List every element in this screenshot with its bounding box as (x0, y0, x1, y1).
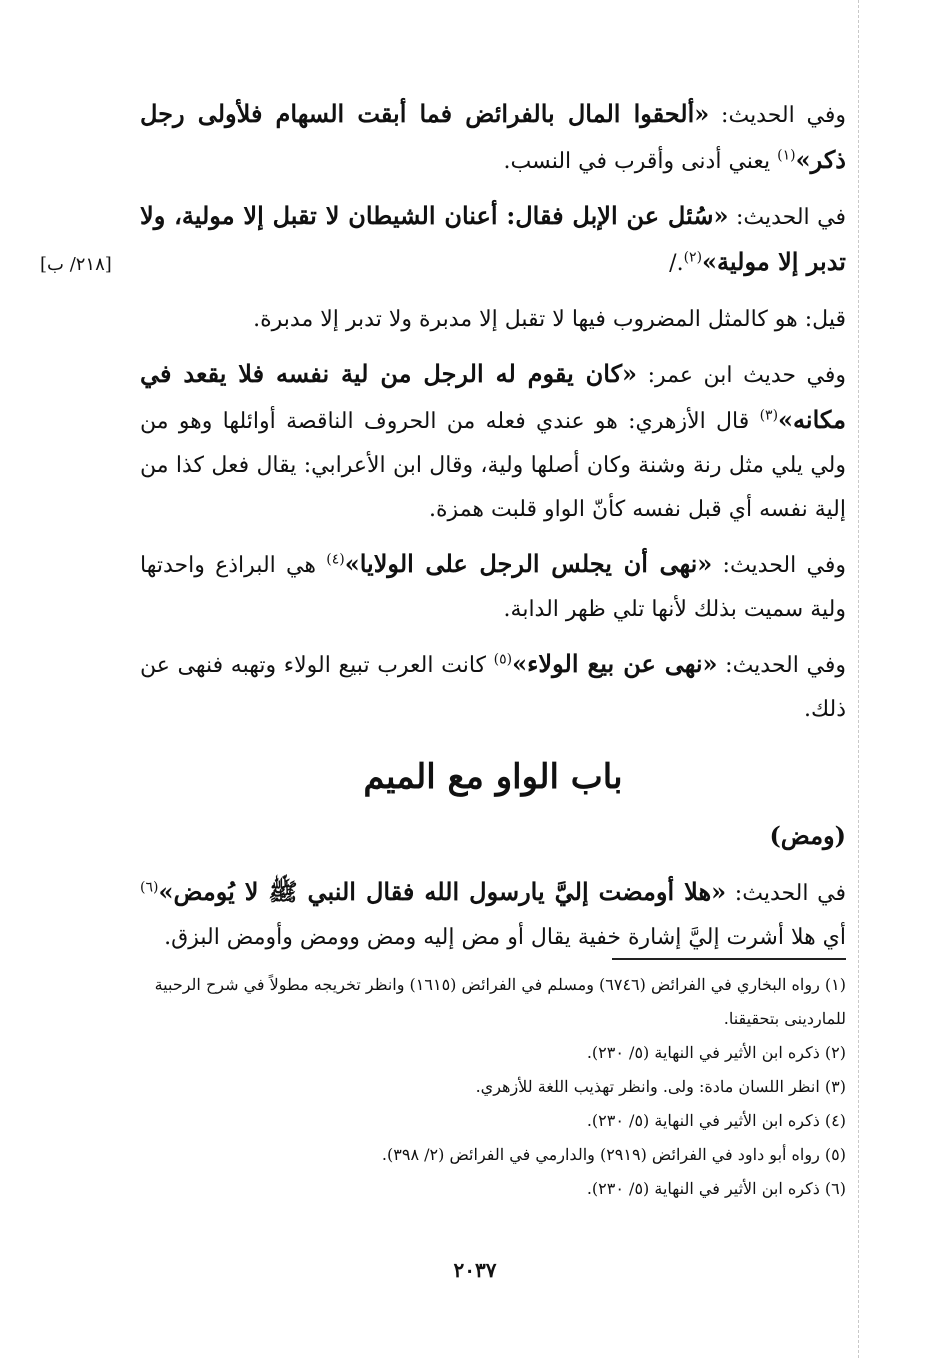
hadith-quote: «هلا أومضت إليَّ يارسول الله فقال النبي ﷺ لا يُومض» (158, 877, 727, 906)
footnote-1: (١) رواه البخاري في الفرائض (٦٧٤٦) ومسلم في الفرائض (١٦١٥) وانظر تخريجه مطولاً في شرح الرحبية للماردينى بتحقيقنا. (154, 975, 846, 1028)
paragraph-2: في الحديث: «سُئل عن الإبل فقال: أعنان الشيطان لا تقبل إلا مولية، ولا تدبر إلا مولية»$^{(٢)}$./ (140, 201, 847, 276)
footnote-5: (٥) رواه أبو داود في الفرائض (٢٩١٩) والدارمي في الفرائض (٢/ ٣٩٨). (381, 1145, 846, 1164)
hadith-quote: «كان يقوم له الرجل من لية نفسه فلا يقعد في مكانه» (140, 359, 846, 434)
footnote-marker: (٦) (140, 879, 159, 896)
paragraph-6: وفي الحديث: «نهى عن بيع الولاء»$^{(٥)}$ كانت العرب تبيع الولاء وتهبه فنهى عن ذلك. (140, 649, 846, 722)
footnote-separator (612, 958, 846, 960)
margin-guide-line (858, 0, 859, 1358)
root-heading: (ومض) (769, 821, 846, 850)
footnote-marker: (١) (777, 147, 796, 164)
paragraph-7: في الحديث: «هلا أومضت إليَّ يارسول الله فقال النبي ﷺ لا يُومض»$^{(٦)}$ أي هلا أشرت إليَّ إشارة خفية يقال أو مض إليه ومض وومض وأومض البزق. (140, 877, 846, 950)
chapter-title: باب الواو مع الميم (363, 757, 623, 797)
paragraph-3: قيل: هو كالمثل المضروب فيها لا تقبل إلا مدبرة ولا تدبر إلا مدبرة. (253, 307, 846, 332)
page-number: ٢٠٣٧ (453, 1258, 497, 1282)
hadith-quote: «سُئل عن الإبل فقال: أعنان الشيطان لا تقبل إلا مولية، ولا تدبر إلا مولية» (140, 201, 846, 276)
paragraph-4: وفي حديث ابن عمر: «كان يقوم له الرجل من لية نفسه فلا يقعد في مكانه»$^{(٣)}$ قال الأزهري: هو عندي فعله من الحروف الناقصة أوائلها وهو من ولي يلي مثل رنة وشنة وكان أصلها ولية، وقال ابن الأعرابي: يقال فعل كذا من إلية نفسه أي قبل نفسه كأنّ الواو قلبت همزة. (140, 359, 847, 522)
footnote-marker: (٣) (759, 407, 779, 424)
footnote-marker: (٢) (683, 249, 703, 266)
hadith-quote: «نهى عن بيع الولاء» (512, 649, 718, 678)
footnote-6: (٦) ذكره ابن الأثير في النهاية (٥/ ٢٣٠). (586, 1179, 846, 1198)
hadith-quote: «ألحقوا المال بالفرائض فما أبقت السهام فلأولى رجل ذكر» (140, 99, 846, 174)
footnote-4: (٤) ذكره ابن الأثير في النهاية (٥/ ٢٣٠). (586, 1111, 846, 1130)
manuscript-folio-reference: [٢١٨/ ب] (40, 254, 112, 275)
hadith-quote: «نهى أن يجلس الرجل على الولايا» (344, 549, 713, 578)
footnote-2: (٢) ذكره ابن الأثير في النهاية (٥/ ٢٣٠). (586, 1043, 846, 1062)
footnote-3: (٣) انظر اللسان مادة: ولى. وانظر تهذيب اللغة للأزهري. (475, 1077, 846, 1096)
footnote-marker: (٥) (493, 651, 513, 668)
main-text (140, 92, 846, 970)
footnote-marker: (٤) (326, 551, 345, 568)
paragraph-1: وفي الحديث: «ألحقوا المال بالفرائض فما أبقت السهام فلأولى رجل ذكر»$^{(١)}$ يعني أدنى وأقرب في النسب. (140, 99, 846, 174)
footnotes (140, 968, 846, 1206)
paragraph-5: وفي الحديث: «نهى أن يجلس الرجل على الولايا»$^{(٤)}$ هي البراذع واحدتها ولية سميت بذلك لأنها تلي ظهر الدابة. (140, 549, 847, 622)
